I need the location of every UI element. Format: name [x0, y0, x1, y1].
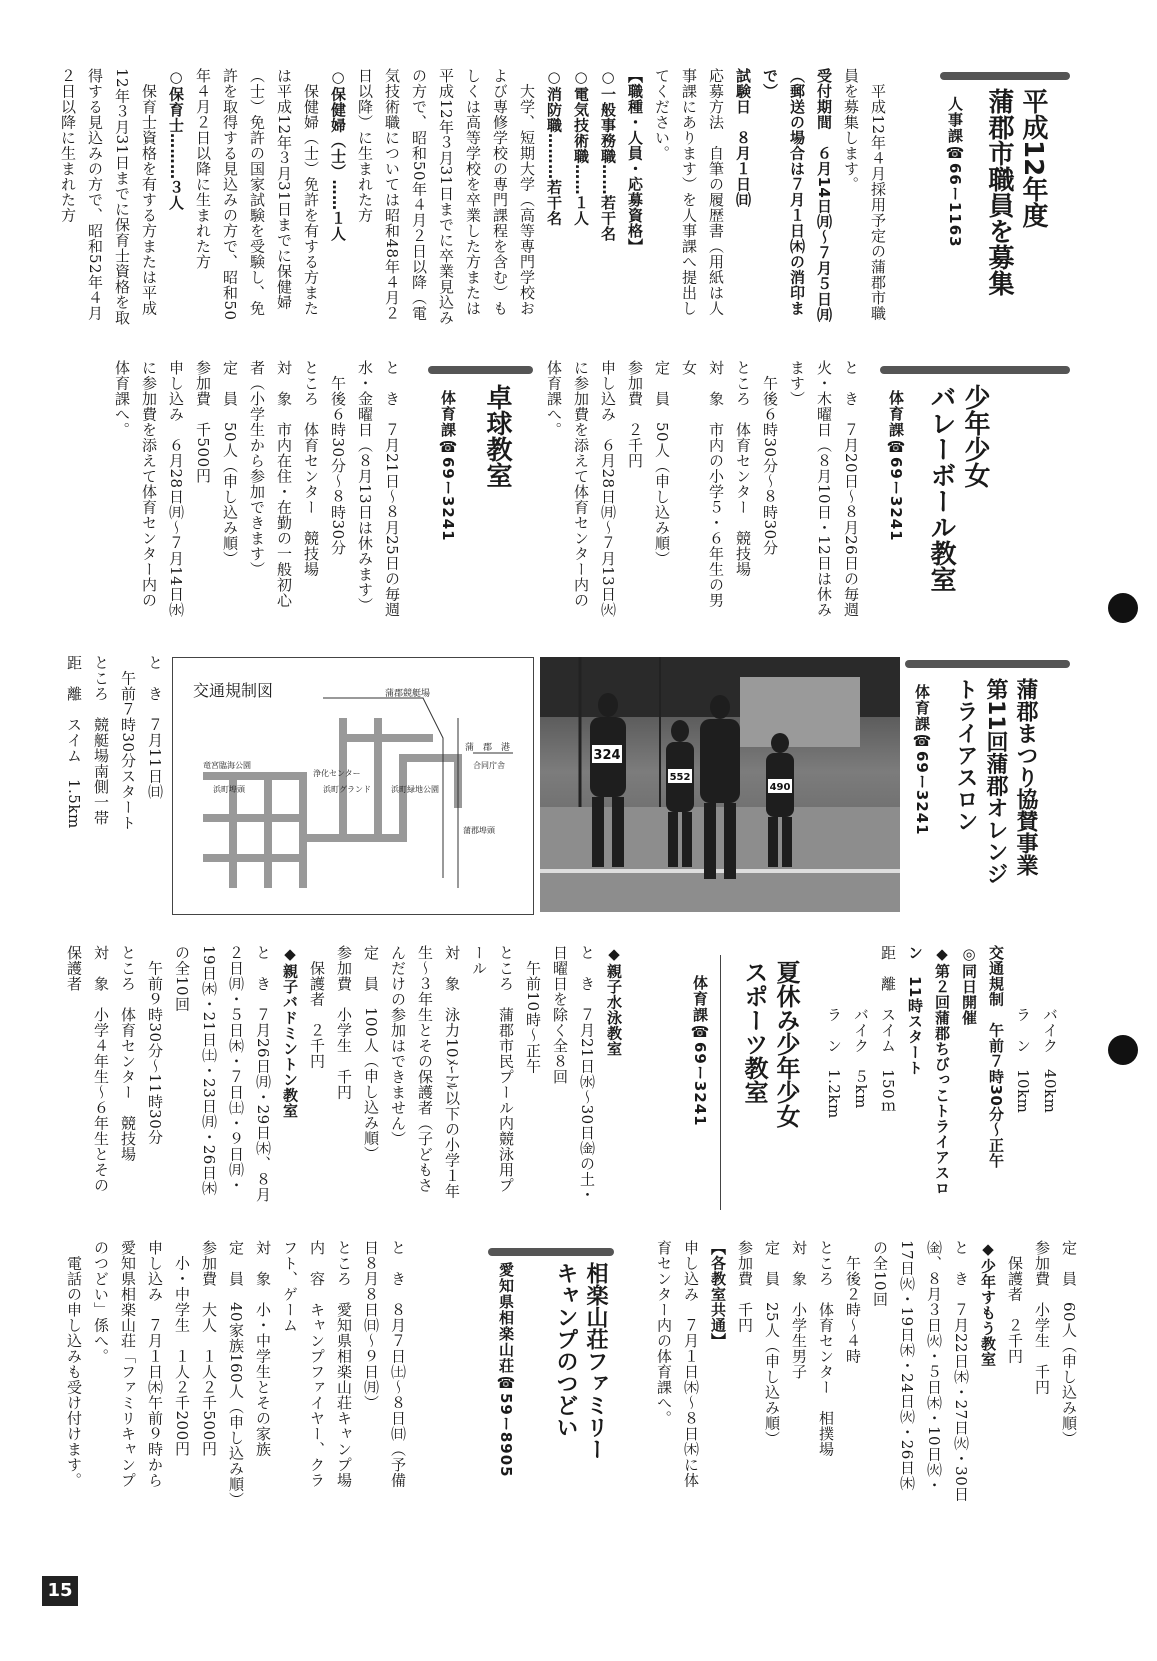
- triathlon-para: ところ 競艇場南側一帯: [92, 655, 110, 826]
- summer-para: 定 員 25人（申し込み順）: [763, 1240, 781, 1447]
- camp-para: ところ 愛知県相楽山荘キャンプ場: [335, 1240, 353, 1488]
- triathlon-para: ラ ン 1.2km: [825, 945, 843, 1119]
- summer-para: 対 象 小学４年生〜６年生とその保護者: [65, 945, 110, 1193]
- summer-para: 参加費 小学生 千円: [1033, 1240, 1051, 1395]
- camp-dept: 愛知県相楽山荘☎59ー8905: [497, 1262, 515, 1478]
- map-label: 浜町グランド: [323, 785, 371, 794]
- tabletennis-para: 申し込み ６月28日㈪〜７月14日㈬に参加費を添えて体育センター内の体育課へ。: [113, 360, 185, 618]
- map-label: 合同庁舎: [473, 761, 505, 770]
- summer-para: と き ７月26日㈪・29日㈭、８月２日㈪・５日㈭・７日㈯・９日㈪・19日㈭・21日㈯・23日㈪・26日㈭の全10回: [173, 945, 272, 1203]
- recruit-para: ○一般事務職……若干名: [599, 68, 617, 242]
- recruit-para: 【職種・人員・応募資格】: [626, 68, 644, 254]
- camp-para: 電話の申し込みも受け付けます。: [65, 1240, 83, 1488]
- summer-body-top: [650, 1240, 1078, 1502]
- map-label: 浜町埠頭: [213, 785, 245, 794]
- summer-para: ところ 体育センター 相撲場: [817, 1240, 835, 1457]
- summer-para: ところ 体育センター 競技場: [119, 945, 137, 1162]
- summer-para: 定 員 100人（申し込み順）: [362, 945, 380, 1162]
- volleyball-para: 参加費 ２千円: [626, 360, 644, 469]
- tabletennis-para: 午後６時30分〜８時30分: [329, 360, 347, 556]
- recruit-para: ○電気技術職……１人: [572, 68, 590, 226]
- traffic-map-svg: [173, 658, 533, 914]
- volleyball-para: 午後６時30分〜８時30分: [761, 360, 779, 556]
- tabletennis-dept: 体育課☎69ー3241: [439, 390, 457, 542]
- triathlon-body-right: [820, 945, 1075, 1207]
- section-bar: [880, 366, 1070, 374]
- triathlon-para: ラ ン 10km: [1014, 945, 1032, 1114]
- summer-para: 【各教室共通】: [709, 1240, 727, 1349]
- triathlon-para: ◎同日開催: [960, 945, 978, 1026]
- tabletennis-para: ところ 体育センター 競技場: [302, 360, 320, 577]
- summer-text-bottom: [60, 945, 627, 1207]
- volleyball-body: [540, 360, 880, 622]
- page-number: 15: [42, 1576, 78, 1606]
- section-divider: [720, 955, 721, 1210]
- camp-para: 小・中学生 １人２千200円: [173, 1240, 191, 1457]
- recruit-para: ○消防職………若干名: [545, 68, 563, 226]
- camp-para: と き ８月７日㈯〜８日㈰（予備日８月８日㈰〜９日㈪）: [362, 1240, 407, 1488]
- triathlon-para: と き ７月11日㈰: [146, 655, 164, 800]
- tabletennis-para: 定 員 50人（申し込み順）: [221, 360, 239, 567]
- summer-dept: 体育課☎69ー3241: [691, 975, 709, 1127]
- triathlon-para: 距 離 スイム 150ｍ: [879, 945, 897, 1115]
- summer-para: 定 員 60人（申し込み順）: [1060, 1240, 1078, 1447]
- camp-title: 相楽山荘ファミリー キャンプのつどい: [553, 1262, 608, 1460]
- binding-hole: [1108, 593, 1138, 623]
- summer-para: 申し込み ７月１日㈭〜８日㈭に体育センター内の体育課へ。: [655, 1240, 700, 1488]
- triathlon-dept: 体育課☎69ー3241: [913, 684, 931, 836]
- tabletennis-title: 卓球教室: [482, 384, 512, 488]
- bib-number: 552: [669, 772, 691, 783]
- recruit-text: [54, 68, 891, 330]
- map-title: 交通規制図: [193, 681, 274, 700]
- camp-para: 内 容 キャンプファイヤー、クラフト、ゲーム: [281, 1240, 326, 1488]
- recruit-para: ○保健婦（士）……１人: [329, 68, 347, 242]
- camp-para: 参加費 大人 １人２千500円: [200, 1240, 218, 1457]
- camp-para: 申し込み ７月１日㈭午前９時から愛知県相楽山荘「ファミリキャンプのつどい」係へ。: [92, 1240, 164, 1488]
- tabletennis-body: [108, 360, 438, 622]
- summer-para: ◆親子水泳教室: [605, 945, 623, 1057]
- summer-para: 対 象 泳力10ﾒｰﾄﾙ以下の小学１年生〜３年生とその保護者（子どもさんだけの参加はできません）: [389, 945, 461, 1199]
- recruit-para: 試験日 ８月１日㈰: [734, 68, 752, 208]
- map-label: 蒲郡埠頭: [463, 826, 495, 835]
- triathlon-para: 午前７時30分スタート: [119, 655, 137, 831]
- map-label: 浜町緑地公園: [391, 785, 439, 794]
- volleyball-para: 申し込み ６月28日㈪〜７月13日㈫に参加費を添えて体育センター内の体育課へ。: [545, 360, 617, 618]
- summer-para: 参加費 千円: [736, 1240, 754, 1333]
- triathlon-para: 交通規制 午前７時30分〜正午: [987, 945, 1005, 1169]
- section-bar: [428, 366, 533, 374]
- volleyball-title: 少年少女 バレーボール教室: [926, 384, 990, 592]
- volleyball-text: [540, 360, 864, 622]
- recruit-para: 保育士資格を有する方または平成12年３月31日までに保育士資格を取得する見込みの方で、昭和52年４月２日以降に生まれた方: [59, 68, 158, 326]
- recruit-para: 大学、短期大学（高等専門学校および専修学校の専門課程を含む）もしくは高等学校を卒業した方または平成12年３月31日までに卒業見込みの方で、昭和50年４月２日以降（電気技術職については昭和48年４月２日以降）に生まれた方: [356, 68, 536, 326]
- summer-text-top: [650, 1240, 1082, 1502]
- volleyball-para: 定 員 50人（申し込み順）: [653, 360, 671, 567]
- triathlon-para: バイク 40km: [1041, 945, 1059, 1114]
- volleyball-para: と き ７月20日〜８月26日の毎週火・木曜日（８月10日・12日は休みます）: [788, 360, 860, 618]
- race-photo: [540, 657, 900, 912]
- recruit-dept: 人事課☎66ー1163: [946, 96, 964, 248]
- summer-para: 午後２時〜４時: [844, 1240, 862, 1364]
- summer-para: ところ 蒲郡市民プール内競泳用プール: [470, 945, 515, 1193]
- map-label: 竜宮臨海公園: [203, 761, 251, 770]
- map-label: 蒲郡競艇場: [385, 689, 431, 699]
- camp-para: 対 象 小・中学生とその家族: [254, 1240, 272, 1457]
- summer-title: 夏休み少年少女 スポーツ教室: [740, 960, 800, 1128]
- tabletennis-para: 参加費 千500円: [194, 360, 212, 484]
- volleyball-dept: 体育課☎69ー3241: [887, 390, 905, 542]
- summer-para: と き ７月22日㈭・27日㈫・30日㈮、８月３日㈫・５日㈭・10日㈫・17日㈫・19日㈭・24日㈫・26日㈭の全10回: [871, 1240, 970, 1502]
- recruit-title: 平成12年度 蒲郡市職員を募集: [984, 88, 1048, 296]
- summer-para: 保護者 ２千円: [308, 945, 326, 1069]
- summer-para: 保護者 ２千円: [1006, 1240, 1024, 1364]
- tabletennis-text: [108, 360, 405, 622]
- summer-para: 参加費 小学生 千円: [335, 945, 353, 1100]
- summer-para: 午前10時〜正午: [524, 945, 542, 1074]
- summer-para: ◆親子バドミントン教室: [281, 945, 299, 1119]
- traffic-map: [172, 657, 534, 915]
- summer-para: 午前９時30分〜11時30分: [146, 945, 164, 1145]
- map-label: 浄化センター: [313, 769, 361, 778]
- binding-hole: [1108, 1035, 1138, 1065]
- summer-para: 対 象 小学生男子: [790, 1240, 808, 1380]
- triathlon-body-left: [60, 655, 168, 917]
- camp-text: [60, 1240, 411, 1508]
- section-bar: [940, 72, 1070, 80]
- summer-para: ◆少年すもう教室: [979, 1240, 997, 1367]
- tabletennis-para: と き ７月21日〜８月25日の毎週水・金曜日（８月13日は休みます）: [356, 360, 401, 618]
- recruit-para: 受付期間 ６月14日㈪〜７月５日㈪（郵送の場合は７月１日㈭の消印まで）: [761, 68, 833, 323]
- section-bar: [905, 660, 1070, 668]
- triathlon-text-left: [60, 655, 168, 917]
- recruit-para: 応募方法 自筆の履歴書（用紙は人事課にあります）を人事課へ提出してください。: [653, 68, 725, 316]
- race-photo-svg: [540, 657, 900, 912]
- section-bar: [488, 1248, 614, 1256]
- triathlon-title: 蒲郡まつり協賛事業 第11回蒲郡オレンジ トライアスロン: [953, 678, 1038, 885]
- triathlon-para: ◆第２回蒲郡ちびっこトライアスロン 11時スタート: [906, 945, 951, 1196]
- triathlon-para: 距 離 スイム 1.5km: [65, 655, 83, 829]
- map-label: 蒲 郡 港: [465, 743, 511, 753]
- triathlon-para: バイク ５km: [852, 945, 870, 1109]
- summer-para: と き ７月21日㈬〜30日㈮の土・日曜日を除く全８回: [551, 945, 596, 1203]
- bib-number: 324: [593, 748, 621, 763]
- triathlon-text-right: [820, 945, 1063, 1207]
- recruit-body: [54, 68, 932, 330]
- recruit-para: 平成12年４月採用予定の蒲郡市職員を募集します。: [842, 68, 887, 321]
- recruit-para: ○保育士………３人: [167, 68, 185, 211]
- volleyball-para: ところ 体育センター 競技場: [734, 360, 752, 577]
- recruit-para: 保健婦（士）免許を有する方または平成12年３月31日までに保健婦（士）免許の国家試験を受験し、免許を取得する見込みの方で、昭和50年４月２日以降に生まれた方: [194, 68, 320, 321]
- summer-body-bottom: [60, 945, 685, 1207]
- volleyball-para: 対 象 市内の小学５・６年生の男女: [680, 360, 725, 608]
- camp-para: 定 員 40家族160人（申し込み順）: [227, 1240, 245, 1508]
- tabletennis-para: 対 象 市内在住・在勤の一般初心者（小学生から参加できます）: [248, 360, 293, 608]
- camp-body: [60, 1240, 490, 1508]
- bib-number: 490: [769, 782, 791, 793]
